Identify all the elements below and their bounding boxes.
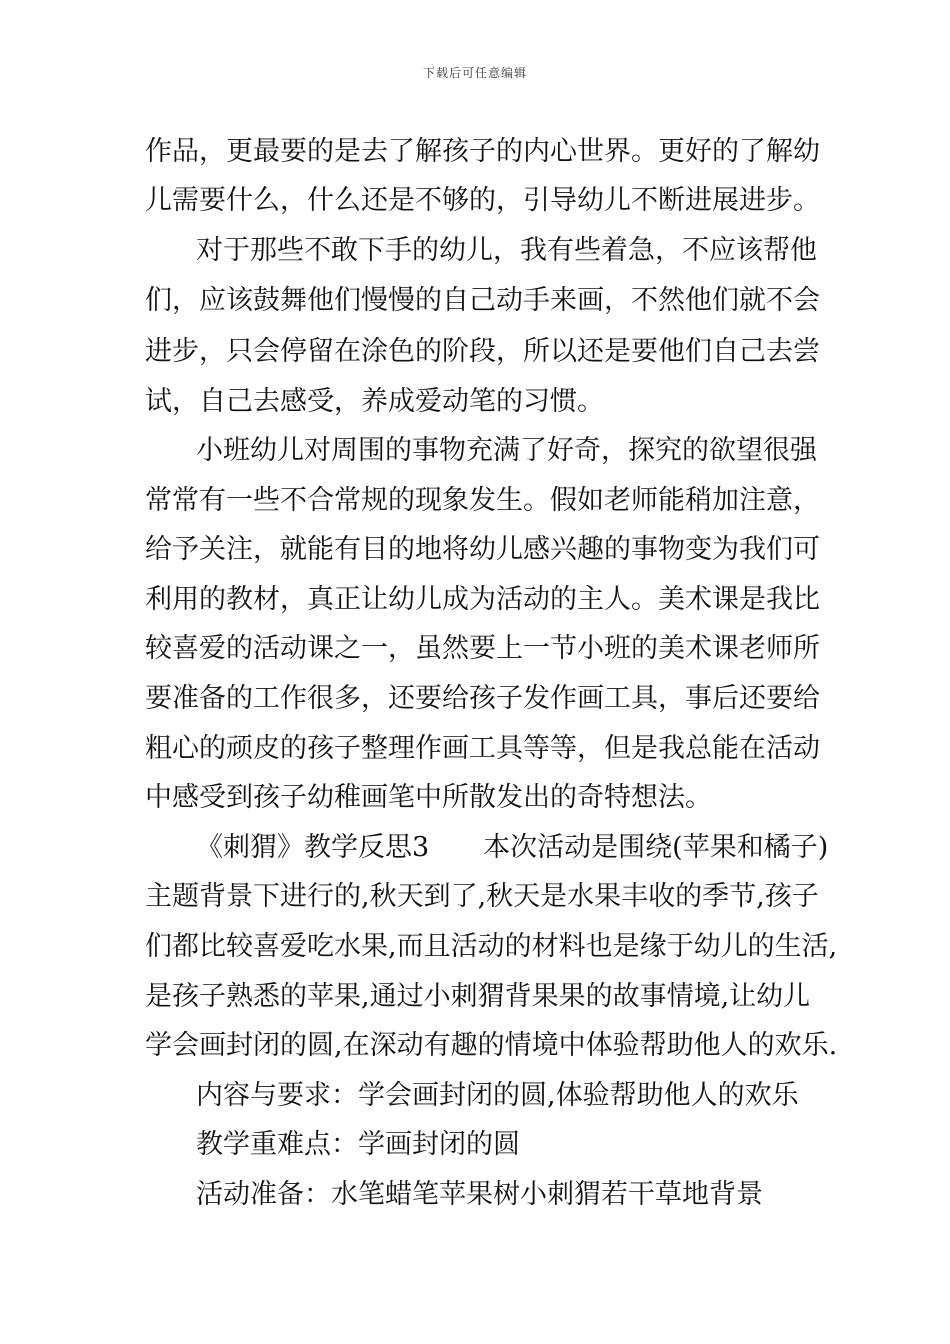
text-line: 较喜爱的活动课之一，虽然要上一节小班的美术课老师所 (145, 633, 820, 664)
text-line: 是孩子熟悉的苹果,通过小刺猬背果果的故事情境,让幼儿 (145, 981, 811, 1012)
text-line: 主题背景下进行的,秋天到了,秋天是水果丰收的季节,孩子 (145, 881, 819, 912)
text-line: 《刺猬》教学反思3 本次活动是围绕(苹果和橘子) (196, 832, 829, 863)
text-line: 要准备的工作很多，还要给孩子发作画工具，事后还要给 (145, 683, 820, 714)
text-line: 粗心的顽皮的孩子整理作画工具等等，但是我总能在活动 (145, 733, 820, 764)
text-line: 进步，只会停留在涂色的阶段，所以还是要他们自己去尝 (145, 336, 820, 367)
text-line: 学会画封闭的圆,在深动有趣的情境中体验帮助他人的欢乐. (145, 1030, 838, 1061)
text-line: 内容与要求：学会画封闭的圆,体验帮助他人的欢乐 (196, 1080, 799, 1111)
text-line: 小班幼儿对周围的事物充满了好奇，探究的欲望很强 (196, 435, 817, 466)
text-line: 儿需要什么，什么还是不够的，引导幼儿不断进展进步。 (145, 185, 820, 216)
text-line: 教学重难点：学画封闭的圆 (196, 1129, 520, 1160)
text-line: 作品，更最要的是去了解孩子的内心世界。更好的了解幼 (145, 136, 820, 167)
text-line: 们都比较喜爱吃水果,而且活动的材料也是缘于幼儿的生活, (145, 931, 838, 962)
text-line: 对于那些不敢下手的幼儿，我有些着急，不应该帮他 (196, 235, 817, 266)
text-line: 利用的教材，真正让幼儿成为活动的主人。美术课是我比 (145, 584, 820, 615)
text-line: 活动准备：水笔蜡笔苹果树小刺猬若干草地背景 (196, 1179, 763, 1210)
page-header: 下载后可任意编辑 (422, 66, 527, 80)
text-line: 试，自己去感受，养成爱动笔的习惯。 (145, 386, 604, 417)
text-line: 中感受到孩子幼稚画笔中所散发出的奇特想法。 (145, 782, 712, 813)
text-line: 常常有一些不合常规的现象发生。假如老师能稍加注意， (145, 485, 820, 516)
text-line: 们，应该鼓舞他们慢慢的自己动手来画，不然他们就不会 (145, 285, 820, 316)
text-line: 给予关注，就能有目的地将幼儿感兴趣的事物变为我们可 (145, 534, 820, 565)
